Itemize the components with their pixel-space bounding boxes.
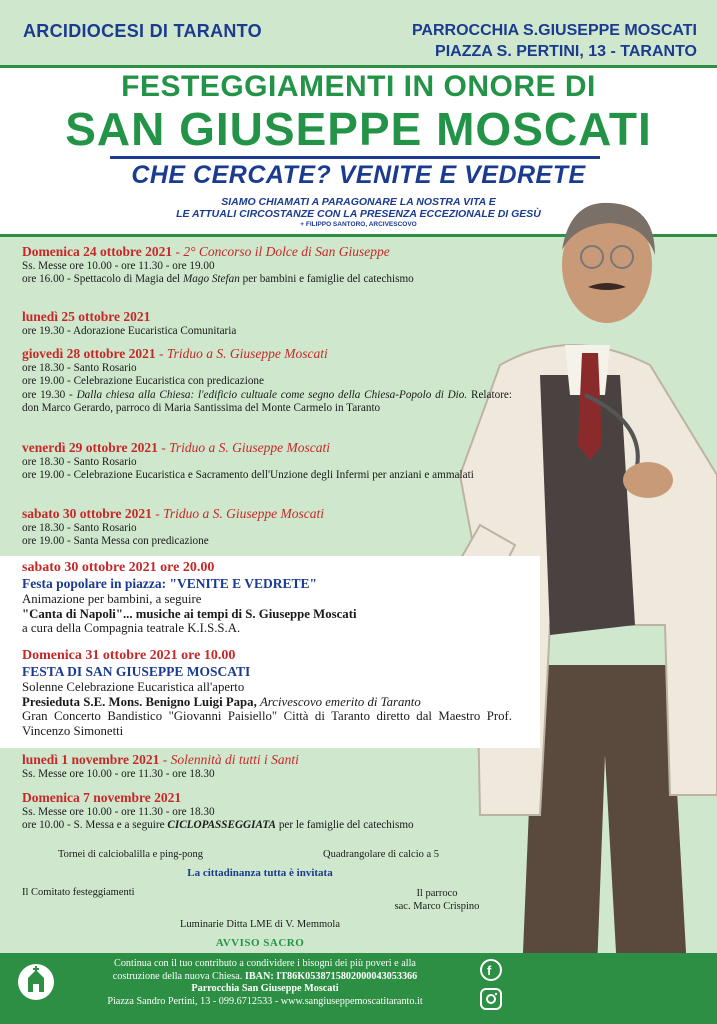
parroco-signature: [372, 887, 502, 913]
date-text: giovedì 28 ottobre 2021: [22, 346, 156, 361]
title-underline: [110, 156, 600, 159]
instagram-icon[interactable]: [480, 988, 502, 1010]
event-line-italic: Arcivescovo emerito di Taranto: [259, 694, 421, 709]
event-oct24: [22, 244, 512, 287]
event-subtitle: - Triduo a S. Giuseppe Moscati: [157, 440, 330, 455]
quote-author: + FILIPPO SANTORO, ARCIVESCOVO: [300, 221, 417, 228]
event-title: FESTA DI SAN GIUSEPPE MOSCATI: [22, 664, 251, 679]
event-line: Ss. Messe ore 10.00 - ore 11.30 - ore 18.30: [22, 806, 215, 818]
event-line-part: per bambini e famiglie del catechismo: [239, 273, 414, 286]
event-line: Gran Concerto Bandistico "Giovanni Paisiello" Città di Taranto diretto dal Maestro Prof. Vincenzo Simonetti: [22, 709, 512, 738]
event-line-italic: Dalla chiesa alla Chiesa: l'edificio cultuale come segno della Chiesa-Popolo di Dio.: [76, 388, 468, 401]
event-date: [22, 346, 512, 362]
event-subtitle: - 2° Concorso il Dolce di San Giuseppe: [172, 244, 390, 259]
event-oct30-festa: [22, 560, 442, 636]
event-line: [22, 273, 512, 286]
parish-street: PIAZZA S. PERTINI, 13 - TARANTO: [435, 43, 697, 60]
diocese-name: ARCIDIOCESI DI TARANTO: [23, 21, 262, 41]
footer-text: [55, 958, 475, 1008]
event-oct28: [22, 346, 512, 416]
event-line-bold-italic: CICLOPASSEGGIATA: [167, 819, 277, 832]
event-line: [22, 819, 512, 832]
event-line: ore 19.00 - Santa Messa con predicazione: [22, 535, 209, 548]
event-date: Domenica 31 ottobre 2021 ore 10.00: [22, 648, 236, 663]
parroco-name: sac. Marco Crispino: [394, 901, 480, 912]
event-line: ore 18.30 - Santo Rosario: [22, 362, 137, 374]
header: [0, 0, 717, 66]
event-line: "Canta di Napoli"... musiche ai tempi di S. Giuseppe Moscati: [22, 606, 357, 621]
event-line: ore 19.00 - Celebrazione Eucaristica e Sacramento dell'Unzione degli Infermi per anziani e ammalati: [22, 469, 474, 482]
parish-address: [412, 20, 697, 62]
footer-line-part: costruzione della nuova Chiesa.: [112, 970, 245, 982]
event-line: ore 18.30 - Santo Rosario: [22, 456, 137, 468]
invitation-text: La cittadinanza tutta è invitata: [187, 867, 333, 879]
event-subtitle: - Solennità di tutti i Santi: [159, 752, 299, 767]
title-motto: CHE CERCATE? VENITE E VEDRETE: [131, 161, 586, 189]
event-line-part: ore 10.00 - S. Messa e a seguire: [22, 819, 168, 832]
event-date: [22, 506, 512, 522]
event-oct30: [22, 506, 512, 549]
event-line: Solenne Celebrazione Eucaristica all'aperto: [22, 680, 245, 694]
event-nov7: [22, 790, 512, 833]
iban-text: IBAN: IT86K0538715802000043053366: [244, 970, 418, 982]
event-line-part: ore 16.00 - Spettacolo di Magia del: [22, 273, 183, 286]
event-line-part: ore 19.30 -: [22, 388, 77, 401]
event-line-italic: Mago Stefan: [182, 273, 240, 286]
footer-line: Continua con il tuo contributo a condividere i bisogni dei più poveri e alla: [114, 958, 416, 969]
footer-line: [55, 971, 475, 984]
facebook-icon[interactable]: [480, 959, 502, 981]
event-subtitle: - Triduo a S. Giuseppe Moscati: [151, 506, 324, 521]
event-line: [22, 695, 512, 710]
event-line: Animazione per bambini, a seguire: [22, 592, 202, 606]
quote-line2: LE ATTUALI CIRCOSTANZE CON LA PRESENZA ECCEZIONALE DI GESÙ: [176, 208, 541, 220]
event-line: Ss. Messe ore 10.00 - ore 11.30 - ore 18.30: [22, 768, 215, 780]
event-line-part: Relatore: don Marco Gerardo, parroco di Maria Santissima del Monte Carmelo in Taranto: [22, 388, 512, 415]
event-date: Domenica 7 novembre 2021: [22, 790, 182, 805]
event-nov1: [22, 752, 512, 781]
svg-text:f: f: [487, 963, 492, 978]
event-date: [22, 244, 512, 260]
date-text: sabato 30 ottobre 2021: [22, 506, 152, 521]
quote-line1: SIAMO CHIAMATI A PARAGONARE LA NOSTRA VITA E: [221, 196, 496, 208]
event-line-part: per le famiglie del catechismo: [276, 819, 414, 832]
event-subtitle: - Triduo a S. Giuseppe Moscati: [155, 346, 328, 361]
footer-contact: Piazza Sandro Pertini, 13 - 099.6712533 - www.sangiuseppemoscatitaranto.it: [107, 995, 423, 1007]
event-date: [22, 752, 512, 768]
event-oct25: [22, 309, 512, 338]
event-line: ore 19.30 - Adorazione Eucaristica Comunitaria: [22, 325, 237, 337]
event-line-bold: Presieduta S.E. Mons. Benigno Luigi Papa,: [22, 694, 260, 709]
quadrangolare-text: Quadrangolare di calcio a 5: [323, 849, 440, 860]
title-main: SAN GIUSEPPE MOSCATI: [65, 103, 652, 155]
date-text: lunedì 1 novembre 2021: [22, 752, 160, 767]
event-oct31: [22, 648, 512, 738]
event-date: lunedì 25 ottobre 2021: [22, 309, 151, 324]
church-logo-icon: [18, 964, 54, 1000]
comitato-text: Il Comitato festeggiamenti: [22, 887, 135, 898]
title-line1: FESTEGGIAMENTI IN ONORE DI: [121, 70, 596, 103]
avviso-sacro: AVVISO SACRO: [215, 937, 305, 949]
parish-name: PARROCCHIA S.GIUSEPPE MOSCATI: [411, 22, 697, 39]
footer-parish: Parrocchia San Giuseppe Moscati: [191, 983, 339, 994]
event-line: ore 19.00 - Celebrazione Eucaristica con predicazione: [22, 375, 264, 388]
event-oct29: [22, 440, 512, 483]
parroco-title: Il parroco: [416, 888, 458, 899]
date-text: Domenica 24 ottobre 2021: [22, 244, 173, 259]
event-line: [22, 389, 512, 416]
event-date: sabato 30 ottobre 2021 ore 20.00: [22, 560, 215, 575]
tornei-text: Tornei di calciobalilla e ping-pong: [58, 849, 204, 860]
event-line: a cura della Compagnia teatrale K.I.S.S.A.: [22, 621, 241, 635]
event-line: Ss. Messe ore 10.00 - ore 11.30 - ore 19.00: [22, 260, 215, 272]
event-title: Festa popolare in piazza: "VENITE E VEDRETE": [22, 576, 318, 591]
date-text: venerdì 29 ottobre 2021: [22, 440, 158, 455]
luminarie-text: Luminarie Ditta LME di V. Memmola: [179, 919, 340, 930]
event-date: [22, 440, 512, 456]
event-line: ore 18.30 - Santo Rosario: [22, 522, 137, 534]
